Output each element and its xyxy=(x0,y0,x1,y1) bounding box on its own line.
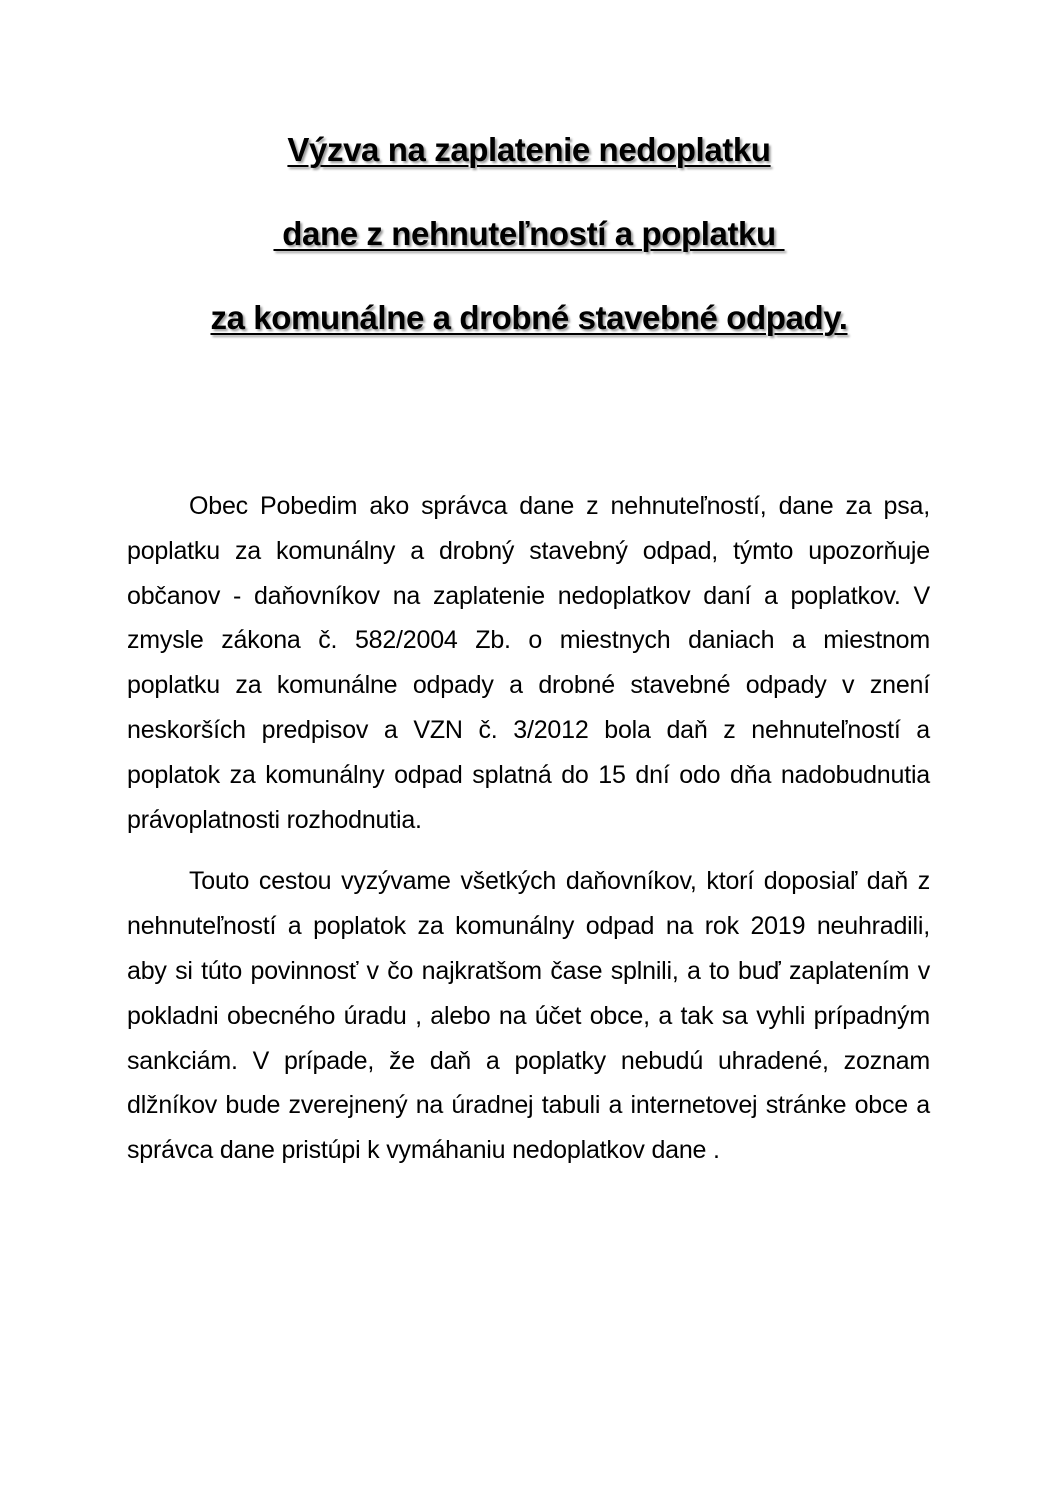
title-line-3: za komunálne a drobné stavebné odpady. xyxy=(210,299,848,336)
document-body xyxy=(127,484,930,1173)
title-line-1: Výzva na zaplatenie nedoplatku xyxy=(287,131,771,168)
document-title xyxy=(0,130,1058,382)
title-line-2: dane z nehnuteľností a poplatku xyxy=(273,215,785,252)
paragraph-notice: Obec Pobedim ako správca dane z nehnuteľností, dane za psa, poplatku za komunálny a drobný stavebný odpad, týmto upozorňuje občanov - daňovníkov na zaplatenie nedoplatkov daní a poplatkov. V zmysle zákona č. 582/2004 Zb. o miestnych daniach a miestnom poplatku za komunálne odpady a drobné stavebné odpady v znení neskorších predpisov a VZN č. 3/2012 bola daň z nehnuteľností a poplatok za komunálny odpad splatná do 15 dní odo dňa nadobudnutia právoplatnosti rozhodnutia. xyxy=(127,492,930,834)
paragraph-appeal: Touto cestou vyzývame všetkých daňovníkov, ktorí doposiaľ daň z nehnuteľností a poplatok za komunálny odpad na rok 2019 neuhradili, aby si túto povinnosť v čo najkratšom čase splnili, a to buď zaplatením v pokladni obecného úradu , alebo na účet obce, a tak sa vyhli prípadným sankciám. V prípade, že daň a poplatky nebudú uhradené, zoznam dlžníkov bude zverejnený na úradnej tabuli a internetovej stránke obce a správca dane pristúpi k vymáhaniu nedoplatkov dane . xyxy=(127,867,930,1165)
